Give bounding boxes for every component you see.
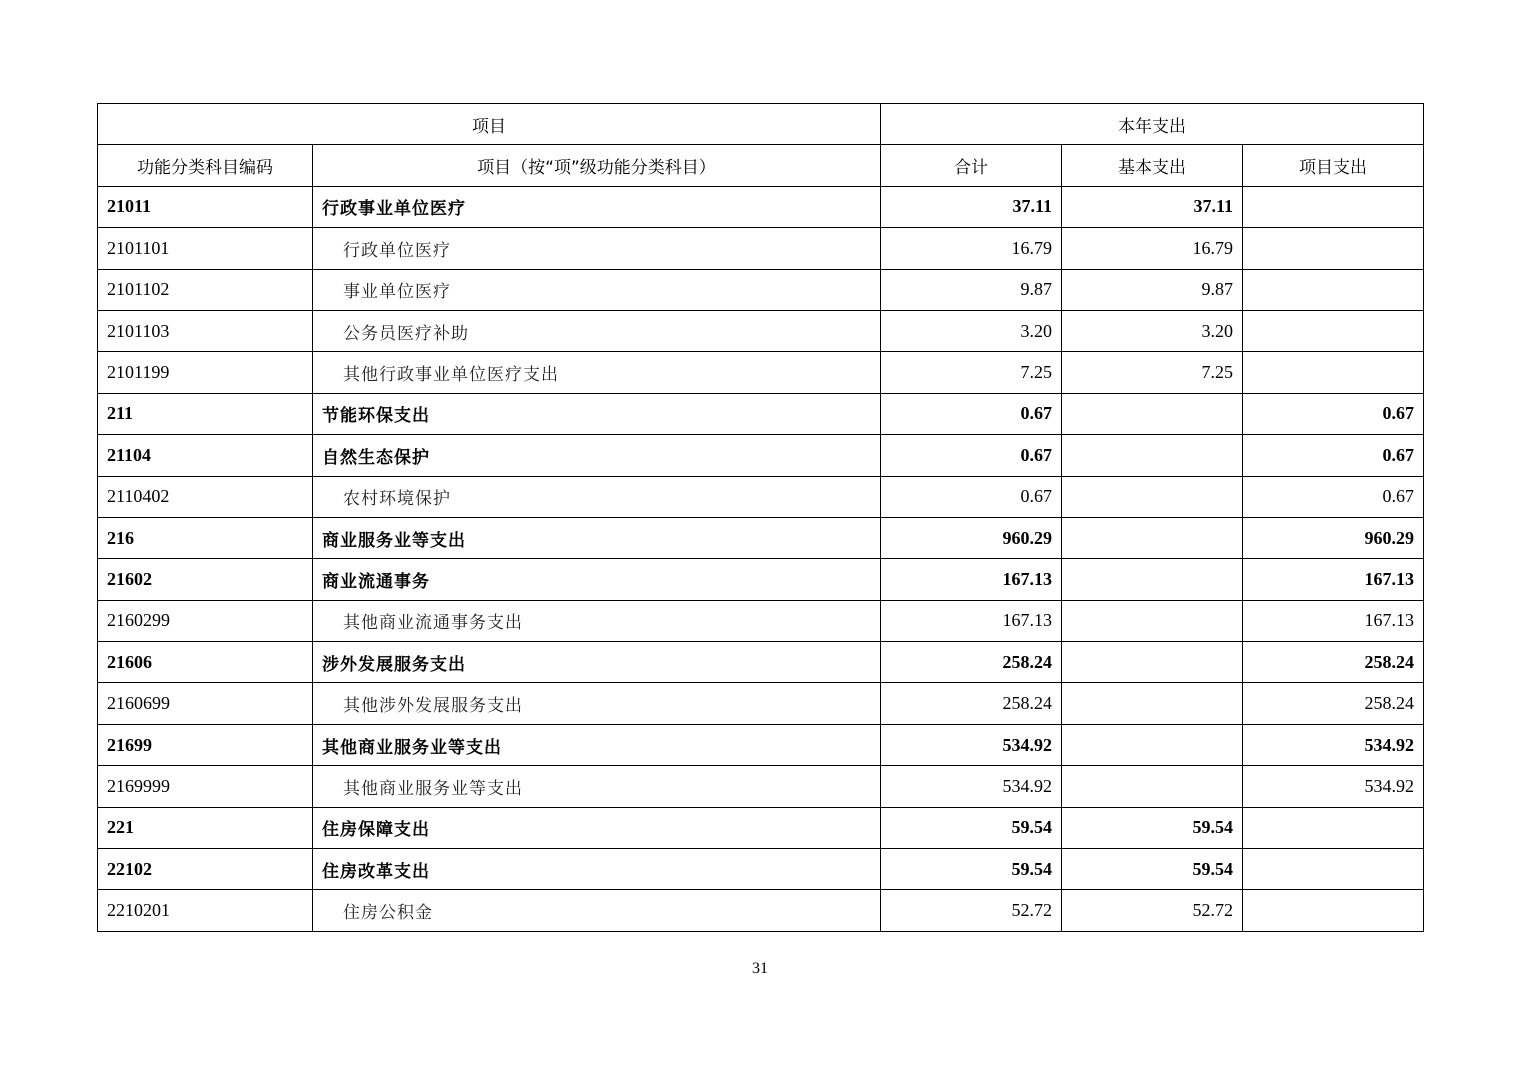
table-row — [98, 766, 1424, 807]
total-cell: 9.87 — [881, 269, 1062, 310]
name-cell: 农村环境保护 — [313, 476, 881, 517]
basic-cell: 9.87 — [1062, 269, 1243, 310]
name-cell: 商业服务业等支出 — [313, 517, 881, 558]
code-cell: 216 — [98, 517, 313, 558]
table-row — [98, 559, 1424, 600]
table-row — [98, 724, 1424, 765]
project-cell: 0.67 — [1243, 476, 1424, 517]
basic-cell: 59.54 — [1062, 807, 1243, 848]
project-cell: 258.24 — [1243, 642, 1424, 683]
table-row — [98, 186, 1424, 227]
header-code: 功能分类科目编码 — [98, 145, 313, 186]
code-cell: 2101101 — [98, 228, 313, 269]
basic-cell — [1062, 435, 1243, 476]
code-cell: 21606 — [98, 642, 313, 683]
basic-cell: 37.11 — [1062, 186, 1243, 227]
total-cell: 59.54 — [881, 807, 1062, 848]
total-cell: 534.92 — [881, 724, 1062, 765]
name-cell: 公务员医疗补助 — [313, 310, 881, 351]
project-cell: 0.67 — [1243, 393, 1424, 434]
header-project: 项目支出 — [1243, 145, 1424, 186]
table-row — [98, 849, 1424, 890]
name-cell: 节能环保支出 — [313, 393, 881, 434]
total-cell: 3.20 — [881, 310, 1062, 351]
name-cell: 行政单位医疗 — [313, 228, 881, 269]
table-row — [98, 517, 1424, 558]
project-cell — [1243, 352, 1424, 393]
project-cell: 0.67 — [1243, 435, 1424, 476]
table-row — [98, 310, 1424, 351]
project-cell — [1243, 228, 1424, 269]
code-cell: 21104 — [98, 435, 313, 476]
header-group-row — [98, 104, 1424, 145]
name-cell: 其他涉外发展服务支出 — [313, 683, 881, 724]
basic-cell — [1062, 766, 1243, 807]
name-cell: 住房保障支出 — [313, 807, 881, 848]
basic-cell — [1062, 724, 1243, 765]
name-cell: 其他商业服务业等支出 — [313, 724, 881, 765]
total-cell: 52.72 — [881, 890, 1062, 931]
project-cell: 960.29 — [1243, 517, 1424, 558]
header-basic: 基本支出 — [1062, 145, 1243, 186]
basic-cell — [1062, 600, 1243, 641]
total-cell: 7.25 — [881, 352, 1062, 393]
budget-expenditure-table — [97, 103, 1424, 932]
table-row — [98, 435, 1424, 476]
name-cell: 其他行政事业单位医疗支出 — [313, 352, 881, 393]
name-cell: 事业单位医疗 — [313, 269, 881, 310]
total-cell: 167.13 — [881, 600, 1062, 641]
total-cell: 258.24 — [881, 642, 1062, 683]
code-cell: 2160299 — [98, 600, 313, 641]
code-cell: 2101102 — [98, 269, 313, 310]
project-cell: 534.92 — [1243, 766, 1424, 807]
project-cell — [1243, 310, 1424, 351]
total-cell: 37.11 — [881, 186, 1062, 227]
total-cell: 0.67 — [881, 393, 1062, 434]
header-name: 项目（按“项”级功能分类科目） — [313, 145, 881, 186]
code-cell: 21699 — [98, 724, 313, 765]
basic-cell: 59.54 — [1062, 849, 1243, 890]
header-current-year-expenditure: 本年支出 — [881, 104, 1424, 145]
code-cell: 211 — [98, 393, 313, 434]
table-body — [98, 186, 1424, 931]
total-cell: 258.24 — [881, 683, 1062, 724]
basic-cell — [1062, 517, 1243, 558]
table-row — [98, 228, 1424, 269]
basic-cell: 52.72 — [1062, 890, 1243, 931]
basic-cell — [1062, 476, 1243, 517]
header-total: 合计 — [881, 145, 1062, 186]
code-cell: 2101103 — [98, 310, 313, 351]
name-cell: 住房改革支出 — [313, 849, 881, 890]
header-project-group: 项目 — [98, 104, 881, 145]
project-cell — [1243, 269, 1424, 310]
table-row — [98, 642, 1424, 683]
total-cell: 167.13 — [881, 559, 1062, 600]
page-number: 31 — [752, 960, 768, 977]
name-cell: 其他商业流通事务支出 — [313, 600, 881, 641]
table-row — [98, 393, 1424, 434]
total-cell: 960.29 — [881, 517, 1062, 558]
project-cell: 167.13 — [1243, 559, 1424, 600]
total-cell: 16.79 — [881, 228, 1062, 269]
code-cell: 21011 — [98, 186, 313, 227]
name-cell: 行政事业单位医疗 — [313, 186, 881, 227]
project-cell — [1243, 186, 1424, 227]
code-cell: 2160699 — [98, 683, 313, 724]
total-cell: 59.54 — [881, 849, 1062, 890]
project-cell — [1243, 807, 1424, 848]
code-cell: 221 — [98, 807, 313, 848]
table-row — [98, 683, 1424, 724]
project-cell: 534.92 — [1243, 724, 1424, 765]
code-cell: 2169999 — [98, 766, 313, 807]
table-row — [98, 352, 1424, 393]
table-row — [98, 600, 1424, 641]
total-cell: 534.92 — [881, 766, 1062, 807]
name-cell: 其他商业服务业等支出 — [313, 766, 881, 807]
header-columns-row — [98, 145, 1424, 186]
code-cell: 2101199 — [98, 352, 313, 393]
name-cell: 涉外发展服务支出 — [313, 642, 881, 683]
project-cell — [1243, 849, 1424, 890]
table-row — [98, 269, 1424, 310]
name-cell: 自然生态保护 — [313, 435, 881, 476]
project-cell: 258.24 — [1243, 683, 1424, 724]
total-cell: 0.67 — [881, 476, 1062, 517]
table-row — [98, 476, 1424, 517]
code-cell: 22102 — [98, 849, 313, 890]
basic-cell — [1062, 683, 1243, 724]
table-row — [98, 807, 1424, 848]
basic-cell: 3.20 — [1062, 310, 1243, 351]
total-cell: 0.67 — [881, 435, 1062, 476]
code-cell: 2110402 — [98, 476, 313, 517]
name-cell: 住房公积金 — [313, 890, 881, 931]
project-cell: 167.13 — [1243, 600, 1424, 641]
basic-cell — [1062, 559, 1243, 600]
name-cell: 商业流通事务 — [313, 559, 881, 600]
table-row — [98, 890, 1424, 931]
basic-cell: 16.79 — [1062, 228, 1243, 269]
basic-cell: 7.25 — [1062, 352, 1243, 393]
project-cell — [1243, 890, 1424, 931]
code-cell: 2210201 — [98, 890, 313, 931]
basic-cell — [1062, 393, 1243, 434]
basic-cell — [1062, 642, 1243, 683]
code-cell: 21602 — [98, 559, 313, 600]
